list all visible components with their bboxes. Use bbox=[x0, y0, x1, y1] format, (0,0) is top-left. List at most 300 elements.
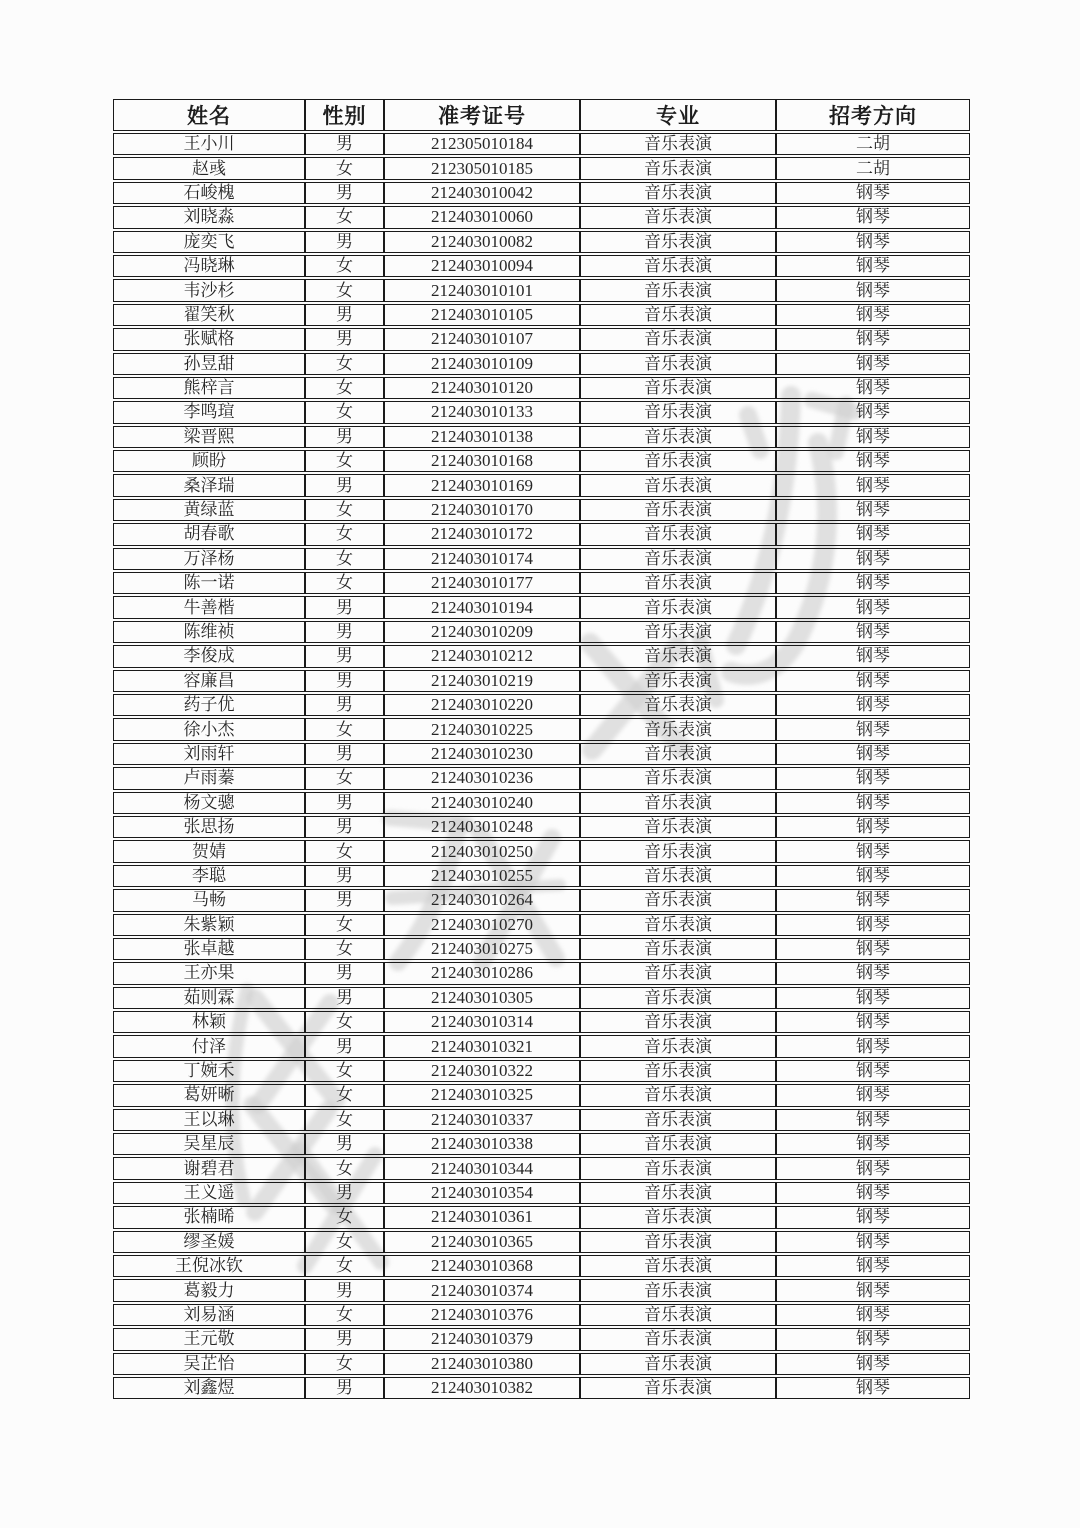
cell-name: 王元敬 bbox=[113, 1328, 305, 1350]
cell-major: 音乐表演 bbox=[580, 1377, 776, 1399]
cell-direction: 钢琴 bbox=[776, 1060, 970, 1082]
cell-name: 张楠晞 bbox=[113, 1206, 305, 1228]
cell-name: 牛善楷 bbox=[113, 596, 305, 618]
cell-name: 冯晓琳 bbox=[113, 255, 305, 277]
cell-major: 音乐表演 bbox=[580, 889, 776, 911]
cell-major: 音乐表演 bbox=[580, 182, 776, 204]
cell-name: 胡春歌 bbox=[113, 523, 305, 545]
cell-gender: 女 bbox=[305, 353, 384, 375]
cell-gender: 男 bbox=[305, 1133, 384, 1155]
cell-exam-number: 212403010212 bbox=[384, 645, 580, 667]
cell-direction: 钢琴 bbox=[776, 1255, 970, 1277]
cell-direction: 钢琴 bbox=[776, 718, 970, 740]
cell-major: 音乐表演 bbox=[580, 1060, 776, 1082]
cell-major: 音乐表演 bbox=[580, 938, 776, 960]
table-row bbox=[113, 1060, 970, 1082]
cell-name: 梁晋熙 bbox=[113, 426, 305, 448]
table-row bbox=[113, 206, 970, 228]
cell-major: 音乐表演 bbox=[580, 743, 776, 765]
cell-name: 万泽杨 bbox=[113, 548, 305, 570]
cell-major: 音乐表演 bbox=[580, 157, 776, 179]
cell-major: 音乐表演 bbox=[580, 206, 776, 228]
cell-direction: 钢琴 bbox=[776, 987, 970, 1009]
cell-gender: 男 bbox=[305, 1279, 384, 1301]
cell-name: 韦沙杉 bbox=[113, 279, 305, 301]
cell-name: 徐小杰 bbox=[113, 718, 305, 740]
table-row bbox=[113, 743, 970, 765]
cell-direction: 钢琴 bbox=[776, 1011, 970, 1033]
table-row bbox=[113, 1157, 970, 1179]
table-row bbox=[113, 499, 970, 521]
cell-exam-number: 212403010379 bbox=[384, 1328, 580, 1350]
col-header-direction: 招考方向 bbox=[776, 99, 970, 131]
cell-name: 张卓越 bbox=[113, 938, 305, 960]
cell-name: 刘易涵 bbox=[113, 1304, 305, 1326]
cell-exam-number: 212403010219 bbox=[384, 670, 580, 692]
cell-name: 王亦果 bbox=[113, 962, 305, 984]
cell-major: 音乐表演 bbox=[580, 304, 776, 326]
cell-gender: 男 bbox=[305, 182, 384, 204]
table-row bbox=[113, 1353, 970, 1375]
cell-major: 音乐表演 bbox=[580, 1304, 776, 1326]
cell-name: 翟笑秋 bbox=[113, 304, 305, 326]
cell-gender: 女 bbox=[305, 377, 384, 399]
table-row bbox=[113, 1279, 970, 1301]
cell-name: 卢雨蓁 bbox=[113, 767, 305, 789]
cell-gender: 女 bbox=[305, 279, 384, 301]
cell-gender: 女 bbox=[305, 255, 384, 277]
cell-exam-number: 212403010209 bbox=[384, 621, 580, 643]
cell-direction: 钢琴 bbox=[776, 1109, 970, 1131]
cell-direction: 钢琴 bbox=[776, 231, 970, 253]
cell-exam-number: 212403010138 bbox=[384, 426, 580, 448]
cell-direction: 钢琴 bbox=[776, 523, 970, 545]
cell-gender: 男 bbox=[305, 1035, 384, 1057]
cell-major: 音乐表演 bbox=[580, 377, 776, 399]
cell-direction: 二胡 bbox=[776, 157, 970, 179]
cell-gender: 女 bbox=[305, 450, 384, 472]
cell-gender: 女 bbox=[305, 1011, 384, 1033]
cell-name: 药子优 bbox=[113, 694, 305, 716]
cell-major: 音乐表演 bbox=[580, 840, 776, 862]
cell-major: 音乐表演 bbox=[580, 353, 776, 375]
table-row bbox=[113, 157, 970, 179]
cell-direction: 钢琴 bbox=[776, 206, 970, 228]
cell-direction: 钢琴 bbox=[776, 865, 970, 887]
cell-direction: 钢琴 bbox=[776, 1133, 970, 1155]
cell-exam-number: 212305010185 bbox=[384, 157, 580, 179]
cell-gender: 女 bbox=[305, 840, 384, 862]
cell-exam-number: 212403010042 bbox=[384, 182, 580, 204]
table-row bbox=[113, 572, 970, 594]
cell-name: 王义遥 bbox=[113, 1182, 305, 1204]
cell-exam-number: 212403010101 bbox=[384, 279, 580, 301]
cell-name: 王以琳 bbox=[113, 1109, 305, 1131]
cell-major: 音乐表演 bbox=[580, 914, 776, 936]
cell-name: 丁婉禾 bbox=[113, 1060, 305, 1082]
cell-direction: 钢琴 bbox=[776, 279, 970, 301]
cell-exam-number: 212403010230 bbox=[384, 743, 580, 765]
cell-name: 杨文骢 bbox=[113, 792, 305, 814]
cell-major: 音乐表演 bbox=[580, 548, 776, 570]
col-header-exam-number: 准考证号 bbox=[384, 99, 580, 131]
cell-exam-number: 212403010380 bbox=[384, 1353, 580, 1375]
cell-gender: 女 bbox=[305, 914, 384, 936]
table-row bbox=[113, 962, 970, 984]
cell-gender: 男 bbox=[305, 596, 384, 618]
table-row bbox=[113, 353, 970, 375]
cell-gender: 女 bbox=[305, 1304, 384, 1326]
cell-direction: 钢琴 bbox=[776, 1182, 970, 1204]
exam-roster-table bbox=[113, 97, 970, 1401]
cell-name: 孙昱甜 bbox=[113, 353, 305, 375]
cell-exam-number: 212403010236 bbox=[384, 767, 580, 789]
table-row bbox=[113, 548, 970, 570]
cell-exam-number: 212403010314 bbox=[384, 1011, 580, 1033]
cell-gender: 男 bbox=[305, 694, 384, 716]
cell-direction: 钢琴 bbox=[776, 304, 970, 326]
cell-direction: 钢琴 bbox=[776, 1304, 970, 1326]
cell-major: 音乐表演 bbox=[580, 792, 776, 814]
cell-name: 熊梓言 bbox=[113, 377, 305, 399]
cell-exam-number: 212403010325 bbox=[384, 1084, 580, 1106]
cell-exam-number: 212403010368 bbox=[384, 1255, 580, 1277]
table-row bbox=[113, 401, 970, 423]
cell-major: 音乐表演 bbox=[580, 279, 776, 301]
cell-name: 付泽 bbox=[113, 1035, 305, 1057]
cell-major: 音乐表演 bbox=[580, 401, 776, 423]
cell-major: 音乐表演 bbox=[580, 621, 776, 643]
cell-exam-number: 212403010194 bbox=[384, 596, 580, 618]
cell-major: 音乐表演 bbox=[580, 1011, 776, 1033]
cell-direction: 钢琴 bbox=[776, 572, 970, 594]
cell-gender: 女 bbox=[305, 572, 384, 594]
table-row bbox=[113, 816, 970, 838]
cell-major: 音乐表演 bbox=[580, 987, 776, 1009]
cell-gender: 女 bbox=[305, 206, 384, 228]
table-row bbox=[113, 1182, 970, 1204]
table-row bbox=[113, 255, 970, 277]
cell-gender: 女 bbox=[305, 523, 384, 545]
cell-major: 音乐表演 bbox=[580, 1206, 776, 1228]
cell-name: 马畅 bbox=[113, 889, 305, 911]
cell-exam-number: 212305010184 bbox=[384, 133, 580, 155]
cell-gender: 男 bbox=[305, 743, 384, 765]
cell-gender: 男 bbox=[305, 987, 384, 1009]
cell-exam-number: 212403010082 bbox=[384, 231, 580, 253]
cell-direction: 钢琴 bbox=[776, 548, 970, 570]
cell-direction: 钢琴 bbox=[776, 426, 970, 448]
cell-gender: 男 bbox=[305, 621, 384, 643]
cell-gender: 男 bbox=[305, 1377, 384, 1399]
cell-direction: 钢琴 bbox=[776, 1377, 970, 1399]
table-row bbox=[113, 596, 970, 618]
cell-gender: 男 bbox=[305, 645, 384, 667]
cell-exam-number: 212403010361 bbox=[384, 1206, 580, 1228]
cell-major: 音乐表演 bbox=[580, 962, 776, 984]
cell-name: 贺婧 bbox=[113, 840, 305, 862]
cell-gender: 女 bbox=[305, 401, 384, 423]
table-row bbox=[113, 377, 970, 399]
cell-major: 音乐表演 bbox=[580, 1182, 776, 1204]
cell-exam-number: 212403010255 bbox=[384, 865, 580, 887]
cell-exam-number: 212403010169 bbox=[384, 474, 580, 496]
table-row bbox=[113, 1255, 970, 1277]
cell-gender: 男 bbox=[305, 865, 384, 887]
cell-direction: 钢琴 bbox=[776, 962, 970, 984]
cell-gender: 男 bbox=[305, 133, 384, 155]
cell-major: 音乐表演 bbox=[580, 499, 776, 521]
cell-name: 刘雨轩 bbox=[113, 743, 305, 765]
cell-name: 陈维祯 bbox=[113, 621, 305, 643]
table-row bbox=[113, 279, 970, 301]
cell-name: 张思扬 bbox=[113, 816, 305, 838]
table-row bbox=[113, 670, 970, 692]
cell-name: 张赋格 bbox=[113, 328, 305, 350]
cell-exam-number: 212403010264 bbox=[384, 889, 580, 911]
cell-direction: 钢琴 bbox=[776, 1206, 970, 1228]
cell-major: 音乐表演 bbox=[580, 426, 776, 448]
table-row bbox=[113, 1377, 970, 1399]
table-row bbox=[113, 1206, 970, 1228]
cell-gender: 男 bbox=[305, 792, 384, 814]
cell-gender: 女 bbox=[305, 718, 384, 740]
cell-major: 音乐表演 bbox=[580, 1133, 776, 1155]
cell-major: 音乐表演 bbox=[580, 572, 776, 594]
cell-name: 林颖 bbox=[113, 1011, 305, 1033]
cell-direction: 钢琴 bbox=[776, 1353, 970, 1375]
cell-exam-number: 212403010060 bbox=[384, 206, 580, 228]
table-row bbox=[113, 865, 970, 887]
cell-gender: 男 bbox=[305, 889, 384, 911]
cell-direction: 钢琴 bbox=[776, 377, 970, 399]
cell-name: 顾盼 bbox=[113, 450, 305, 472]
cell-direction: 钢琴 bbox=[776, 889, 970, 911]
cell-name: 茹则霖 bbox=[113, 987, 305, 1009]
cell-gender: 男 bbox=[305, 670, 384, 692]
cell-name: 桑泽瑞 bbox=[113, 474, 305, 496]
table-row bbox=[113, 1304, 970, 1326]
cell-gender: 男 bbox=[305, 426, 384, 448]
cell-exam-number: 212403010172 bbox=[384, 523, 580, 545]
cell-name: 王倪冰钦 bbox=[113, 1255, 305, 1277]
cell-exam-number: 212403010374 bbox=[384, 1279, 580, 1301]
table-row bbox=[113, 1133, 970, 1155]
cell-exam-number: 212403010170 bbox=[384, 499, 580, 521]
cell-name: 朱紫颖 bbox=[113, 914, 305, 936]
cell-gender: 男 bbox=[305, 816, 384, 838]
cell-direction: 钢琴 bbox=[776, 767, 970, 789]
table-body bbox=[113, 133, 970, 1399]
table-row bbox=[113, 231, 970, 253]
cell-name: 李聪 bbox=[113, 865, 305, 887]
cell-gender: 男 bbox=[305, 231, 384, 253]
cell-major: 音乐表演 bbox=[580, 255, 776, 277]
cell-direction: 钢琴 bbox=[776, 694, 970, 716]
cell-exam-number: 212403010305 bbox=[384, 987, 580, 1009]
cell-name: 葛毅力 bbox=[113, 1279, 305, 1301]
cell-direction: 钢琴 bbox=[776, 914, 970, 936]
table-row bbox=[113, 694, 970, 716]
table-row bbox=[113, 840, 970, 862]
cell-gender: 女 bbox=[305, 1231, 384, 1253]
cell-gender: 女 bbox=[305, 548, 384, 570]
cell-direction: 钢琴 bbox=[776, 596, 970, 618]
cell-name: 吴芷怡 bbox=[113, 1353, 305, 1375]
cell-exam-number: 212403010248 bbox=[384, 816, 580, 838]
cell-exam-number: 212403010382 bbox=[384, 1377, 580, 1399]
cell-direction: 钢琴 bbox=[776, 182, 970, 204]
cell-name: 李俊成 bbox=[113, 645, 305, 667]
cell-exam-number: 212403010174 bbox=[384, 548, 580, 570]
table-row bbox=[113, 889, 970, 911]
cell-name: 刘晓淼 bbox=[113, 206, 305, 228]
cell-major: 音乐表演 bbox=[580, 1279, 776, 1301]
table-row bbox=[113, 767, 970, 789]
cell-direction: 钢琴 bbox=[776, 1035, 970, 1057]
table-row bbox=[113, 182, 970, 204]
cell-major: 音乐表演 bbox=[580, 1035, 776, 1057]
col-header-major: 专业 bbox=[580, 99, 776, 131]
cell-exam-number: 212403010338 bbox=[384, 1133, 580, 1155]
table-row bbox=[113, 1328, 970, 1350]
cell-direction: 钢琴 bbox=[776, 1157, 970, 1179]
table-header bbox=[113, 99, 970, 131]
table-row bbox=[113, 474, 970, 496]
cell-direction: 钢琴 bbox=[776, 1279, 970, 1301]
cell-major: 音乐表演 bbox=[580, 1109, 776, 1131]
cell-direction: 钢琴 bbox=[776, 255, 970, 277]
cell-exam-number: 212403010321 bbox=[384, 1035, 580, 1057]
cell-major: 音乐表演 bbox=[580, 718, 776, 740]
cell-gender: 女 bbox=[305, 499, 384, 521]
table-row bbox=[113, 328, 970, 350]
col-header-name: 姓名 bbox=[113, 99, 305, 131]
table-row bbox=[113, 914, 970, 936]
cell-gender: 男 bbox=[305, 1182, 384, 1204]
cell-exam-number: 212403010109 bbox=[384, 353, 580, 375]
cell-major: 音乐表演 bbox=[580, 1255, 776, 1277]
table-row bbox=[113, 621, 970, 643]
cell-major: 音乐表演 bbox=[580, 865, 776, 887]
cell-exam-number: 212403010220 bbox=[384, 694, 580, 716]
table-row bbox=[113, 938, 970, 960]
cell-name: 石峻槐 bbox=[113, 182, 305, 204]
cell-direction: 钢琴 bbox=[776, 645, 970, 667]
cell-direction: 钢琴 bbox=[776, 353, 970, 375]
cell-name: 李鸣瑄 bbox=[113, 401, 305, 423]
table-row bbox=[113, 523, 970, 545]
cell-gender: 女 bbox=[305, 767, 384, 789]
cell-gender: 男 bbox=[305, 962, 384, 984]
cell-major: 音乐表演 bbox=[580, 1231, 776, 1253]
cell-direction: 钢琴 bbox=[776, 499, 970, 521]
cell-major: 音乐表演 bbox=[580, 474, 776, 496]
cell-exam-number: 212403010168 bbox=[384, 450, 580, 472]
cell-exam-number: 212403010376 bbox=[384, 1304, 580, 1326]
cell-major: 音乐表演 bbox=[580, 1157, 776, 1179]
table-row bbox=[113, 1011, 970, 1033]
cell-direction: 钢琴 bbox=[776, 328, 970, 350]
cell-major: 音乐表演 bbox=[580, 231, 776, 253]
cell-exam-number: 212403010133 bbox=[384, 401, 580, 423]
cell-exam-number: 212403010120 bbox=[384, 377, 580, 399]
cell-exam-number: 212403010365 bbox=[384, 1231, 580, 1253]
cell-name: 缪圣媛 bbox=[113, 1231, 305, 1253]
cell-major: 音乐表演 bbox=[580, 328, 776, 350]
cell-major: 音乐表演 bbox=[580, 1084, 776, 1106]
cell-exam-number: 212403010105 bbox=[384, 304, 580, 326]
table-row bbox=[113, 792, 970, 814]
cell-direction: 钢琴 bbox=[776, 1328, 970, 1350]
table-row bbox=[113, 718, 970, 740]
cell-major: 音乐表演 bbox=[580, 767, 776, 789]
cell-direction: 钢琴 bbox=[776, 621, 970, 643]
cell-name: 葛妍晰 bbox=[113, 1084, 305, 1106]
cell-name: 黄绿蓝 bbox=[113, 499, 305, 521]
cell-major: 音乐表演 bbox=[580, 694, 776, 716]
col-header-gender: 性别 bbox=[305, 99, 384, 131]
cell-major: 音乐表演 bbox=[580, 133, 776, 155]
table-row bbox=[113, 1035, 970, 1057]
table-row bbox=[113, 1109, 970, 1131]
cell-direction: 钢琴 bbox=[776, 670, 970, 692]
cell-exam-number: 212403010177 bbox=[384, 572, 580, 594]
cell-exam-number: 212403010240 bbox=[384, 792, 580, 814]
cell-name: 赵彧 bbox=[113, 157, 305, 179]
cell-major: 音乐表演 bbox=[580, 1328, 776, 1350]
cell-exam-number: 212403010286 bbox=[384, 962, 580, 984]
cell-exam-number: 212403010225 bbox=[384, 718, 580, 740]
cell-direction: 钢琴 bbox=[776, 450, 970, 472]
cell-direction: 钢琴 bbox=[776, 474, 970, 496]
cell-major: 音乐表演 bbox=[580, 670, 776, 692]
cell-exam-number: 212403010275 bbox=[384, 938, 580, 960]
cell-exam-number: 212403010094 bbox=[384, 255, 580, 277]
cell-exam-number: 212403010322 bbox=[384, 1060, 580, 1082]
cell-gender: 女 bbox=[305, 1060, 384, 1082]
cell-exam-number: 212403010337 bbox=[384, 1109, 580, 1131]
cell-gender: 女 bbox=[305, 157, 384, 179]
cell-major: 音乐表演 bbox=[580, 596, 776, 618]
cell-gender: 男 bbox=[305, 328, 384, 350]
cell-gender: 女 bbox=[305, 1084, 384, 1106]
header-row bbox=[113, 99, 970, 131]
cell-direction: 钢琴 bbox=[776, 1084, 970, 1106]
cell-exam-number: 212403010344 bbox=[384, 1157, 580, 1179]
cell-direction: 钢琴 bbox=[776, 401, 970, 423]
cell-direction: 钢琴 bbox=[776, 1231, 970, 1253]
cell-major: 音乐表演 bbox=[580, 450, 776, 472]
cell-exam-number: 212403010107 bbox=[384, 328, 580, 350]
cell-gender: 女 bbox=[305, 1206, 384, 1228]
cell-direction: 钢琴 bbox=[776, 792, 970, 814]
cell-exam-number: 212403010354 bbox=[384, 1182, 580, 1204]
cell-direction: 钢琴 bbox=[776, 938, 970, 960]
table-row bbox=[113, 1084, 970, 1106]
cell-name: 吴星辰 bbox=[113, 1133, 305, 1155]
cell-name: 庞奕飞 bbox=[113, 231, 305, 253]
table-row bbox=[113, 133, 970, 155]
cell-direction: 二胡 bbox=[776, 133, 970, 155]
cell-gender: 女 bbox=[305, 1353, 384, 1375]
cell-gender: 男 bbox=[305, 474, 384, 496]
cell-gender: 女 bbox=[305, 938, 384, 960]
cell-gender: 女 bbox=[305, 1255, 384, 1277]
cell-gender: 女 bbox=[305, 1157, 384, 1179]
cell-exam-number: 212403010250 bbox=[384, 840, 580, 862]
cell-name: 容廉昌 bbox=[113, 670, 305, 692]
